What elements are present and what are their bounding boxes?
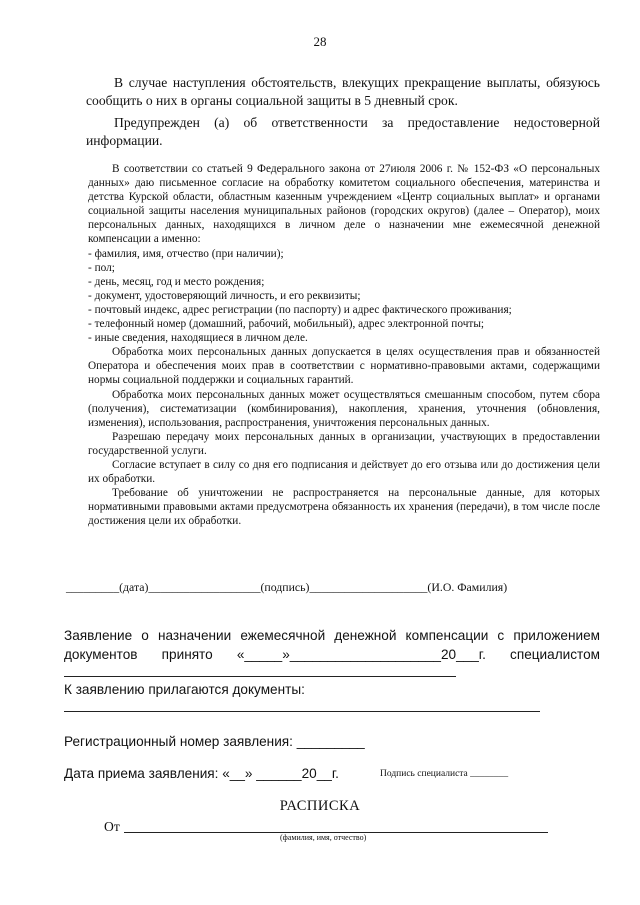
list-item: - иные сведения, находящиеся в личном деле. <box>88 332 308 345</box>
attachments-line[interactable] <box>64 711 540 712</box>
obligation-paragraph: В случае наступления обстоятельств, влекущих прекращение выплаты, обязуюсь сообщить о них в органы социальной защиты в 5 дневный срок. <box>86 75 600 108</box>
receipt-title: РАСПИСКА <box>279 798 361 814</box>
list-item: - фамилия, имя, отчество (при наличии); <box>88 247 284 260</box>
destruction-requirement-paragraph: Требование об уничтожении не распространяется на персональные данные, для которых нормативными правовыми актами предусмотрена обязанность их хранения (передачи), в том числе после достижения цели их обработки. <box>88 487 600 528</box>
consent-intro-paragraph: В соответствии со статьей 9 Федерального закона от 27июля 2006 г. № 152-ФЗ «О персональных данных» даю письменное согласие на обработку комитетом социального обеспечения, материнства и детства Курской области, областным казенным учреждением «Центр социальных выплат» и органами социальной защиты населения муниципальных районов (городских округов) (далее – Оператор), моих персональных данных, находящихся в личном деле о назначении мне ежемесячной денежной компенсации а именно: <box>88 163 600 246</box>
responsibility-paragraph: Предупрежден (а) об ответственности за предоставление недостоверной информации. <box>86 115 600 148</box>
list-item: - почтовый индекс, адрес регистрации (по паспорту) и адрес фактического проживания; <box>88 303 512 316</box>
transfer-permission-paragraph: Разрешаю передачу моих персональных данных в организации, участвующих в предоставлении государственной услуги. <box>88 430 600 457</box>
specialist-name-line[interactable] <box>64 676 456 677</box>
receipt-from-label: От <box>104 819 120 834</box>
processing-method-paragraph: Обработка моих персональных данных может осуществляться смешанным способом, путем сбора (получения), систематизации (комбинирования), накопления, хранения, уточнения (обновления, изменения), использования, распространения, уничтожения персональных данных. <box>88 388 600 429</box>
personal-data-list <box>88 247 600 346</box>
receipt-date-field[interactable]: Дата приема заявления: «__» ______20__г. <box>64 766 339 781</box>
statement-line-1: Заявление о назначении ежемесячной денежной компенсации с приложением <box>64 628 600 643</box>
list-item: - документ, удостоверяющий личность, и его реквизиты; <box>88 289 361 302</box>
registration-number-field[interactable]: Регистрационный номер заявления: _________ <box>64 734 365 749</box>
processing-purpose-paragraph: Обработка моих персональных данных допускается в целях осуществления прав и обязанностей Оператора и обеспечения моих прав в соответствии с нормативно-правовыми актами, содержащими нормы социальной поддержки и социальных гарантий. <box>88 346 600 387</box>
consent-signature-line[interactable]: _________(дата)___________________(подпись)____________________(И.О. Фамилия) <box>66 580 508 594</box>
receipt-from-hint: (фамилия, имя, отчество) <box>280 833 367 842</box>
list-item: - день, месяц, год и место рождения; <box>88 275 265 288</box>
list-item: - телефонный номер (домашний, рабочий, мобильный), адрес электронной почты; <box>88 318 485 331</box>
attachments-label: К заявлению прилагаются документы: <box>64 682 305 697</box>
list-item: - пол; <box>88 261 115 274</box>
personal-data-consent <box>88 162 600 528</box>
page-number: 28 <box>313 34 327 49</box>
specialist-signature-field[interactable]: Подпись специалиста ________ <box>380 769 509 779</box>
statement-line-2[interactable]: документов принято «_____»____________________20___г. специалистом <box>64 647 600 662</box>
consent-validity-paragraph: Согласие вступает в силу со дня его подписания и действует до его отзыва или до достижения цели их обработки. <box>88 458 600 486</box>
